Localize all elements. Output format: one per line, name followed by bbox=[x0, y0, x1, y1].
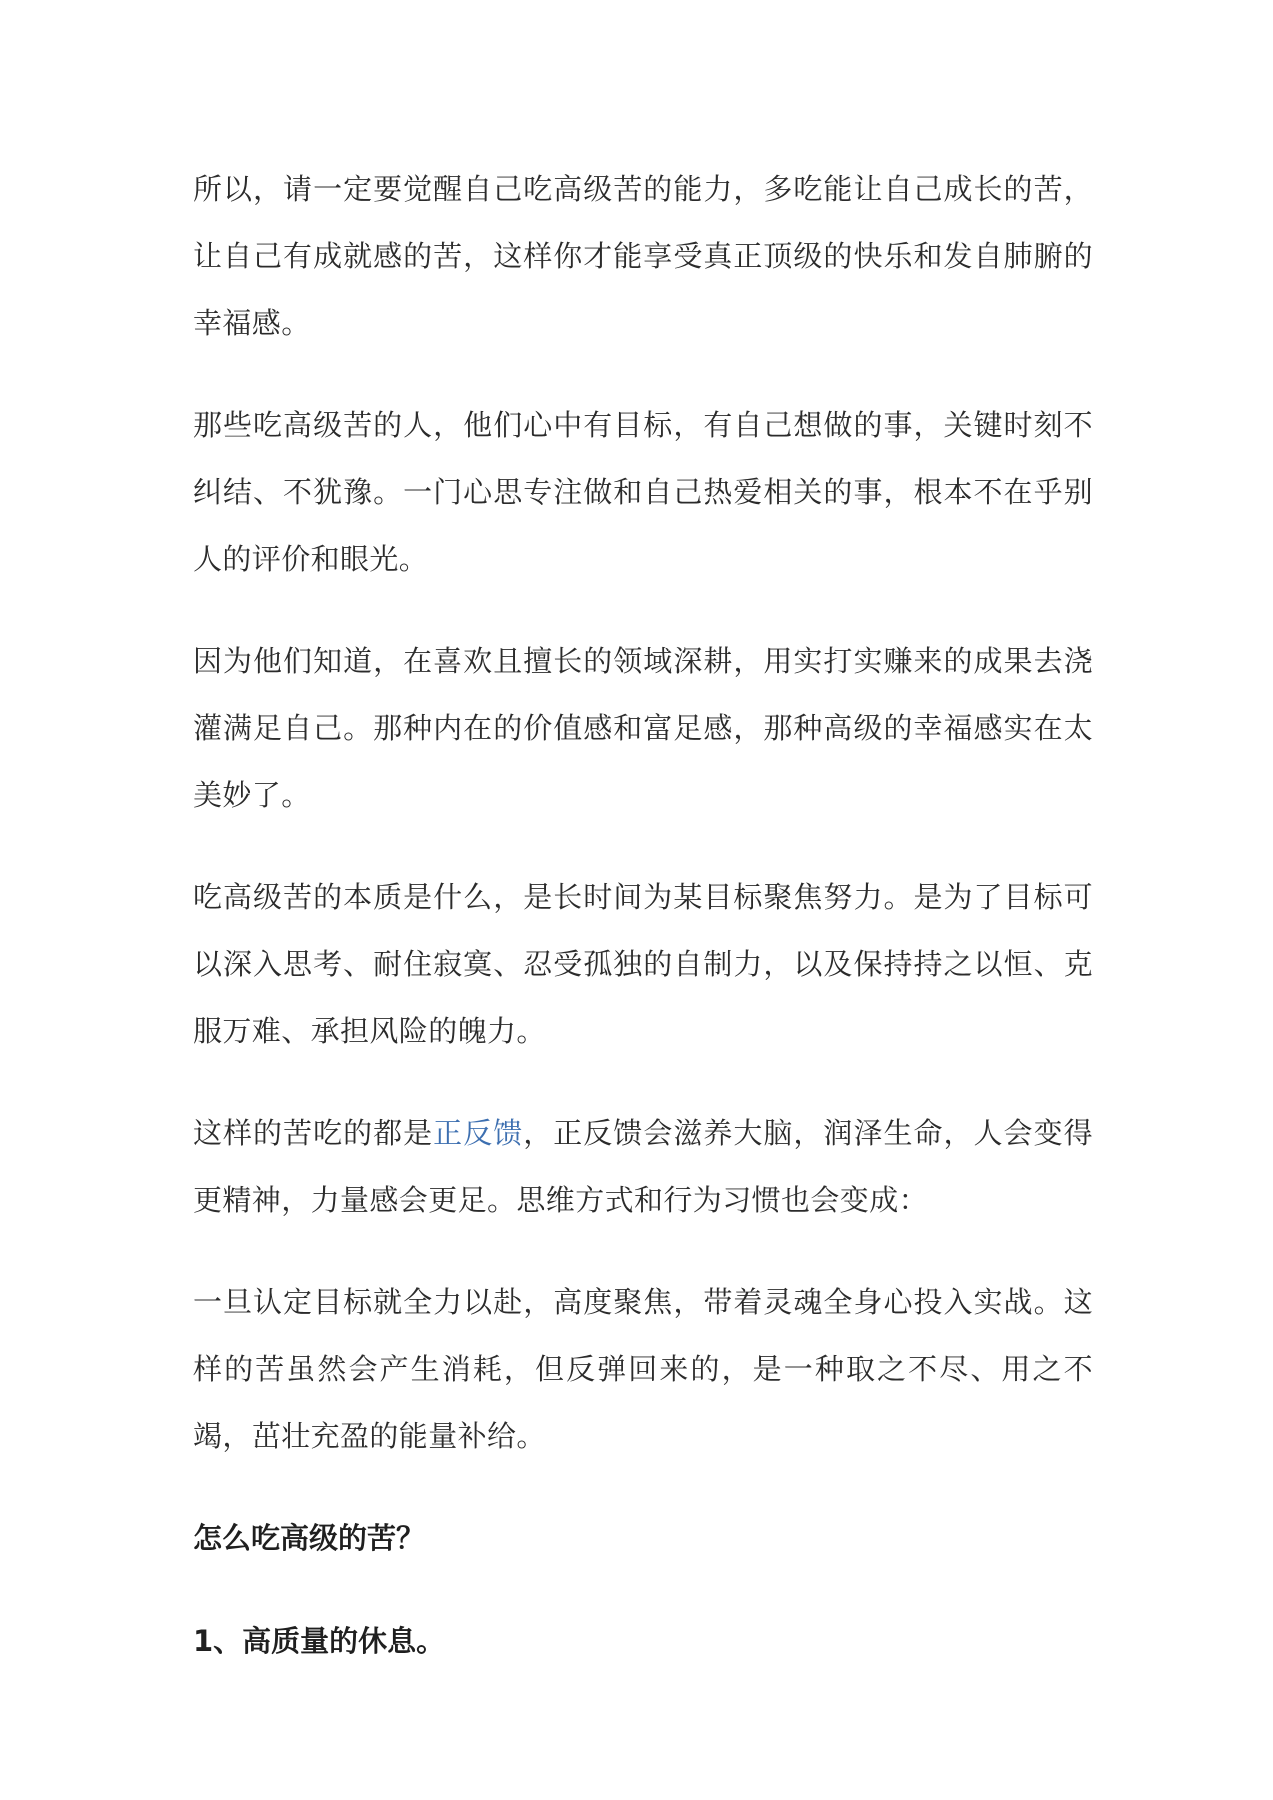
paragraph-3: 因为他们知道，在喜欢且擅长的领域深耕，用实打实赚来的成果去浇灌满足自己。那种内在的价值感和富足感，那种高级的幸福感实在太美妙了。 bbox=[193, 644, 1093, 812]
section-heading: 怎么吃高级的苦？ bbox=[193, 1521, 426, 1555]
paragraph-6: 一旦认定目标就全力以赴，高度聚焦，带着灵魂全身心投入实战。这样的苦虽然会产生消耗，但反弹回来的，是一种取之不尽、用之不竭，茁壮充盈的能量补给。 bbox=[193, 1285, 1093, 1453]
paragraph-2: 那些吃高级苦的人，他们心中有目标，有自己想做的事，关键时刻不纠结、不犹豫。一门心思专注做和自己热爱相关的事，根本不在乎别人的评价和眼光。 bbox=[193, 408, 1093, 576]
subsection-heading: 1、高质量的休息。 bbox=[193, 1624, 446, 1658]
paragraph-5-text-after: ，正反馈会滋养大脑，润泽生命，人会变得更精神，力量感会更足。思维方式和行为习惯也会变成： bbox=[193, 1116, 1093, 1217]
paragraph-4: 吃高级苦的本质是什么，是长时间为某目标聚焦努力。是为了目标可以深入思考、耐住寂寞、忍受孤独的自制力，以及保持持之以恒、克服万难、承担风险的魄力。 bbox=[193, 880, 1093, 1048]
positive-feedback-link[interactable]: 正反馈 bbox=[433, 1116, 524, 1150]
article-body bbox=[193, 156, 1093, 1711]
paragraph-5-text-before: 这样的苦吃的都是 bbox=[193, 1116, 434, 1150]
paragraph-5 bbox=[193, 1100, 1093, 1234]
paragraph-1: 所以，请一定要觉醒自己吃高级苦的能力，多吃能让自己成长的苦，让自己有成就感的苦，这样你才能享受真正顶级的快乐和发自肺腑的幸福感。 bbox=[193, 172, 1093, 340]
